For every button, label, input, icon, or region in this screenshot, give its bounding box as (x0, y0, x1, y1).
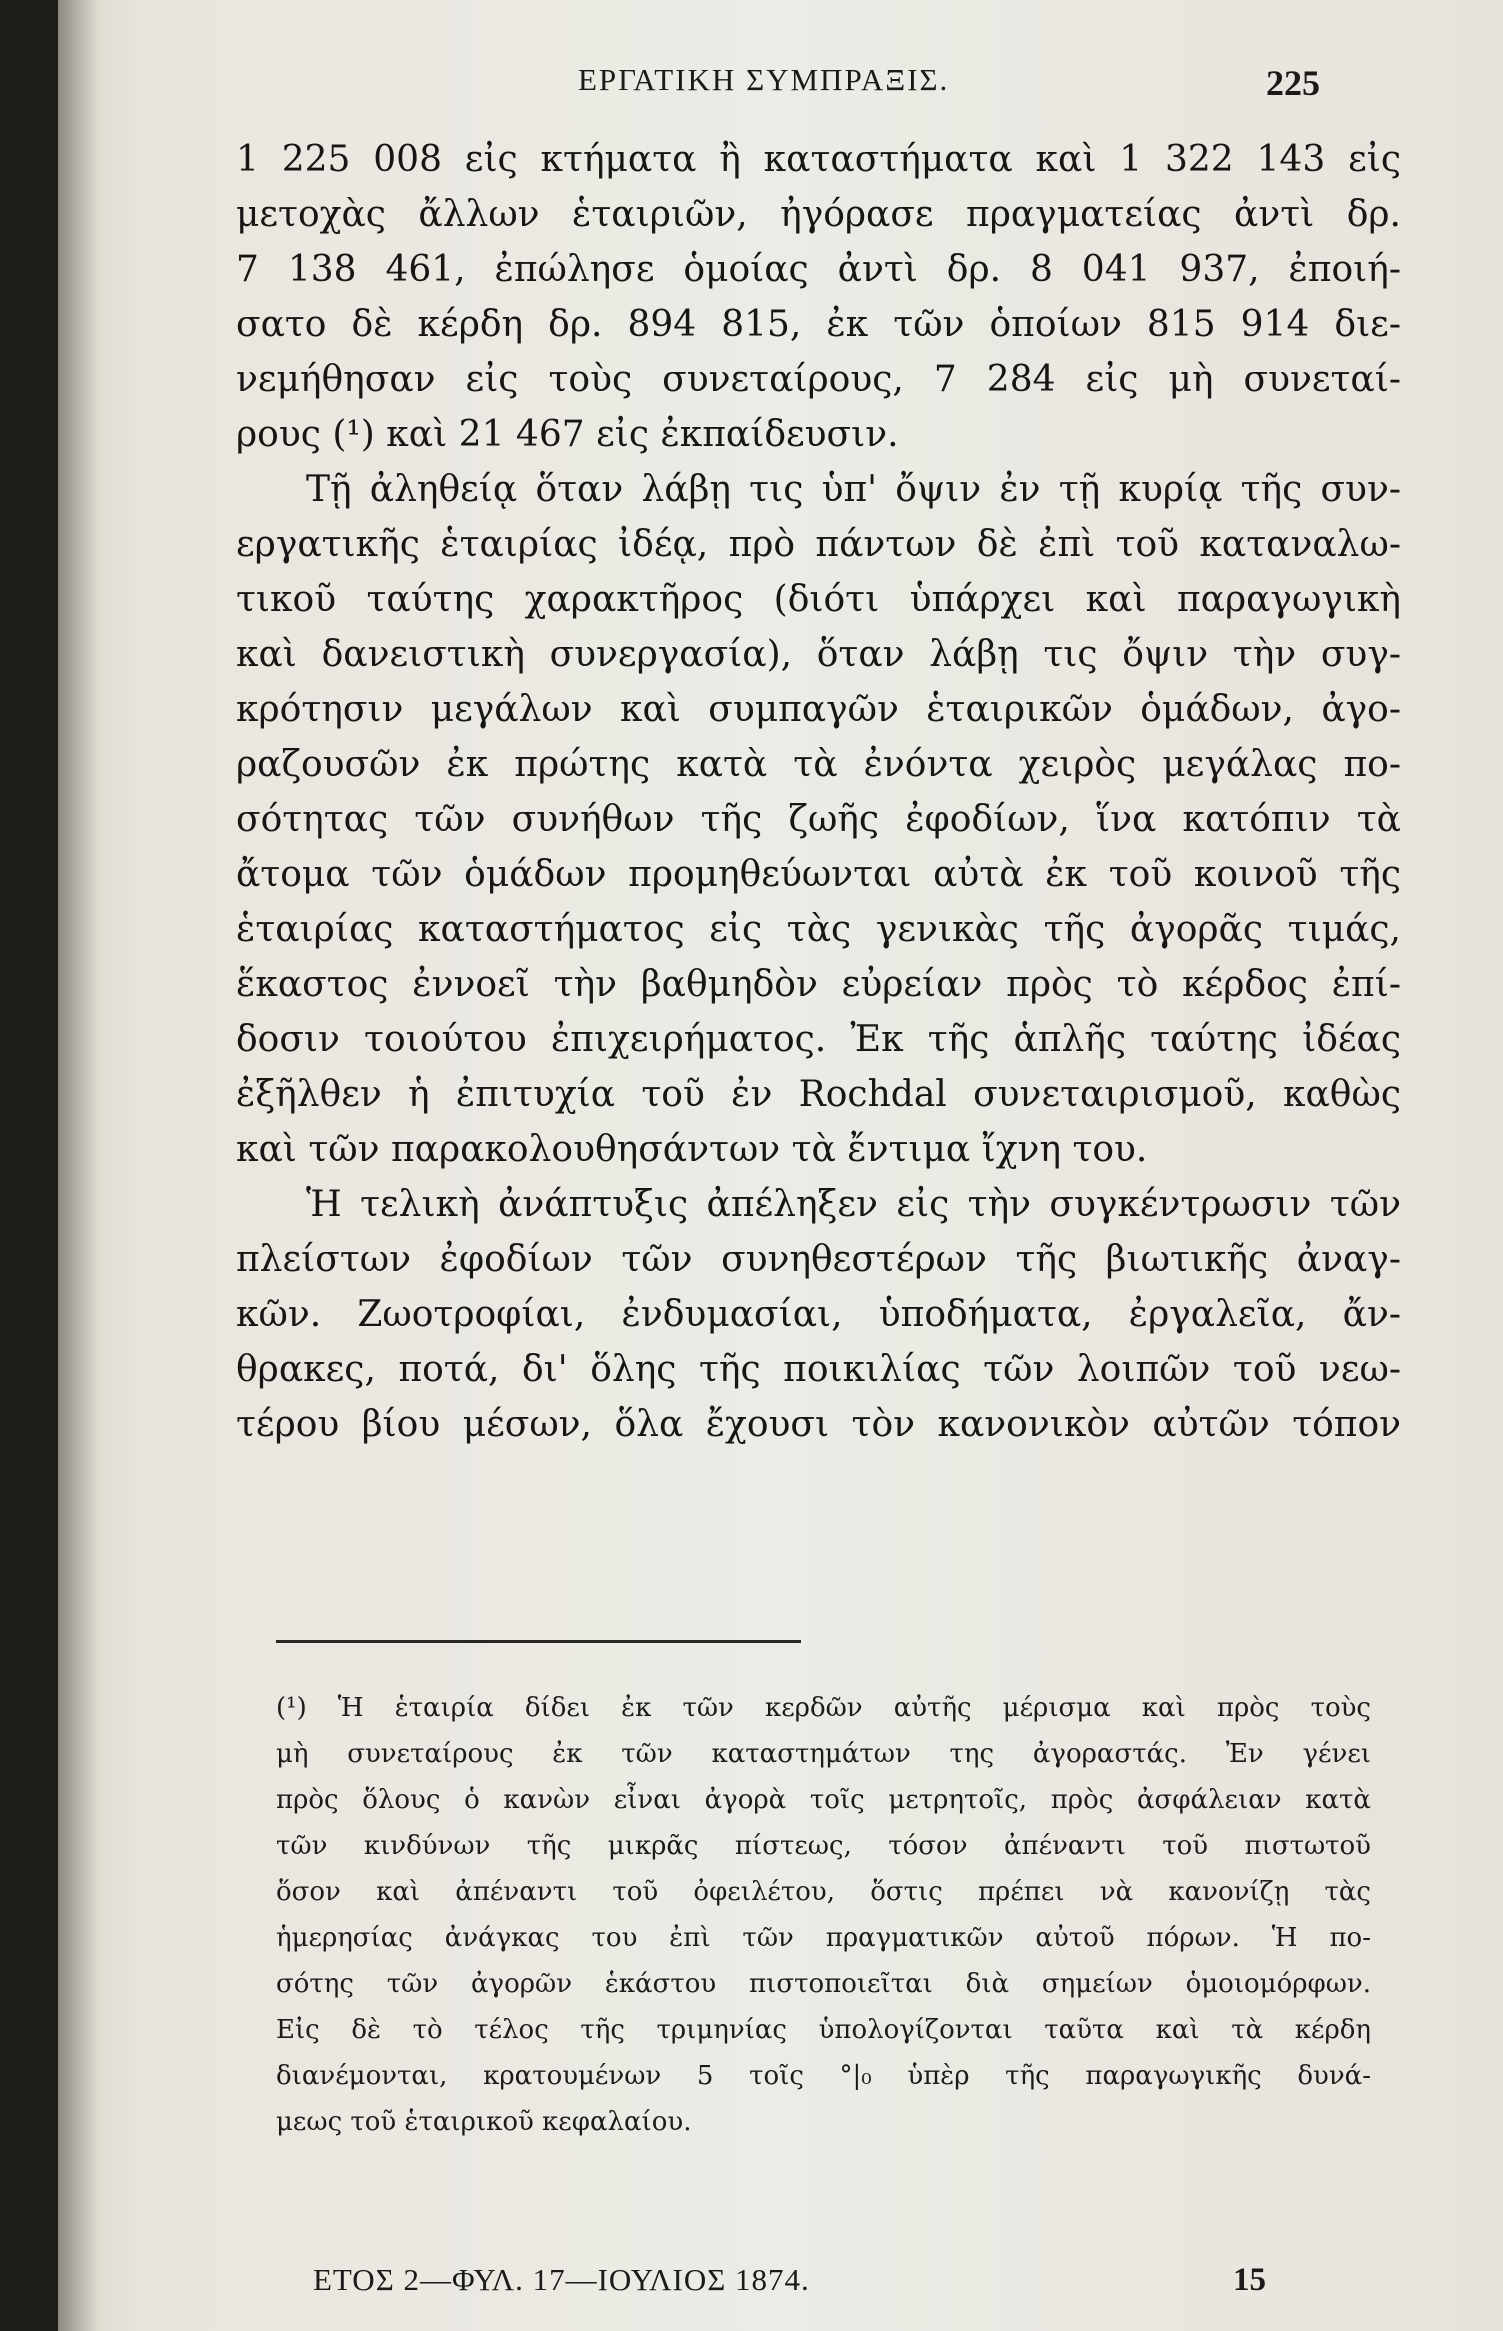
text-line: ραζουσῶν ἐκ πρώτης κατὰ τὰ ἐνόντα χειρὸς μεγάλας πο- (236, 744, 1401, 785)
issue-signature-text: ΕΤΟΣ 2—ΦΥΛ. 17—ΙΟΥΛΙΟΣ 1874. (313, 2262, 810, 2297)
text-line: ἕκαστος ἐννοεῖ τὴν βαθμηδὸν εὐρείαν πρὸς τὸ κέρδος ἐπί- (236, 964, 1401, 1005)
footnote-line: σότης τῶν ἀγορῶν ἑκάστου πιστοποιεῖται διὰ σημείων ὁμοιομόρφων. (276, 1969, 1371, 1999)
text-line: θρακες, ποτά, δι' ὅλης τῆς ποικιλίας τῶν λοιπῶν τοῦ νεω- (236, 1349, 1401, 1390)
sheet-number: 15 (1233, 2262, 1266, 2298)
text-line: ἐξῆλθεν ἡ ἐπιτυχία τοῦ ἐν Rochdal συνεταιρισμοῦ, καθὼς (236, 1074, 1401, 1115)
text-line: νεμήθησαν εἰς τοὺς συνεταίρους, 7 284 εἰς μὴ συνεταί- (236, 359, 1401, 400)
text-line: ἄτομα τῶν ὁμάδων προμηθεύωνται αὐτὰ ἐκ τοῦ κοινοῦ τῆς (236, 854, 1401, 895)
footnote-line: μεως τοῦ ἑταιρικοῦ κεφαλαίου. (276, 2107, 692, 2137)
main-text (236, 132, 1401, 1452)
text-line: δοσιν τοιούτου ἐπιχειρήματος. Ἐκ τῆς ἁπλῆς ταύτης ἰδέας (236, 1019, 1401, 1060)
footnote-line: μὴ συνεταίρους ἐκ τῶν καταστημάτων της ἀγοραστάς. Ἐν γένει (276, 1739, 1371, 1769)
footnote (276, 1685, 1371, 2145)
text-line: πλείστων ἐφοδίων τῶν συνηθεστέρων τῆς βιωτικῆς ἀναγ- (236, 1239, 1401, 1280)
book-page (58, 0, 1503, 2331)
text-line: κρότησιν μεγάλων καὶ συμπαγῶν ἑταιρικῶν ὁμάδων, ἀγο- (236, 689, 1401, 730)
footnote-line: ὅσον καὶ ἀπέναντι τοῦ ὀφειλέτου, ὅστις πρέπει νὰ κανονίζῃ τὰς (276, 1877, 1371, 1907)
printer-signature (313, 2262, 1363, 2312)
text-line: 7 138 461, ἐπώλησε ὁμοίας ἀντὶ δρ. 8 041 937, ἐποιή- (236, 249, 1401, 290)
text-line: σατο δὲ κέρδη δρ. 894 815, ἐκ τῶν ὁποίων 815 914 διε- (236, 304, 1401, 345)
footnote-line: (¹) Ἡ ἑταιρία δίδει ἐκ τῶν κερδῶν αὐτῆς μέρισμα καὶ πρὸς τοὺς (276, 1693, 1371, 1723)
text-line: 1 225 008 εἰς κτήματα ἢ καταστήματα καὶ 1 322 143 εἰς (236, 139, 1401, 180)
text-line: σότητας τῶν συνήθων τῆς ζωῆς ἐφοδίων, ἵνα κατόπιν τὰ (236, 799, 1401, 840)
text-line: ἑταιρίας καταστήματος εἰς τὰς γενικὰς τῆς ἀγορᾶς τιμάς, (236, 909, 1401, 950)
running-title: ΕΡΓΑΤΙΚΗ ΣΥΜΠΡΑΞΙΣ. (578, 62, 950, 97)
text-line: τέρου βίου μέσων, ὅλα ἔχουσι τὸν κανονικὸν αὐτῶν τόπον (236, 1404, 1401, 1445)
text-line: τικοῦ ταύτης χαρακτῆρος (διότι ὑπάρχει καὶ παραγωγικὴ (236, 579, 1401, 620)
paragraph-start-line: Τῇ ἀληθείᾳ ὅταν λάβῃ τις ὑπ' ὄψιν ἐν τῇ κυρίᾳ τῆς συν- (306, 469, 1401, 510)
footnote-line: διανέμονται, κρατουμένων 5 τοῖς °|₀ ὑπὲρ τῆς παραγωγικῆς δυνά- (276, 2061, 1371, 2091)
paragraph-start-line: Ἡ τελικὴ ἀνάπτυξις ἀπέληξεν εἰς τὴν συγκέντρωσιν τῶν (306, 1184, 1401, 1225)
page-number: 225 (1266, 63, 1320, 103)
footnote-line: πρὸς ὅλους ὁ κανὼν εἶναι ἀγορὰ τοῖς μετρητοῖς, πρὸς ἀσφάλειαν κατὰ (276, 1785, 1371, 1815)
text-line: μετοχὰς ἄλλων ἑταιριῶν, ἠγόρασε πραγματείας ἀντὶ δρ. (236, 194, 1401, 235)
page-header (58, 62, 1503, 122)
text-line: καὶ δανειστικὴ συνεργασία), ὅταν λάβῃ τις ὄψιν τὴν συγ- (236, 634, 1401, 675)
footnote-line: Εἰς δὲ τὸ τέλος τῆς τριμηνίας ὑπολογίζονται ταῦτα καὶ τὰ κέρδη (276, 2015, 1371, 2045)
text-line: εργατικῆς ἑταιρίας ἰδέᾳ, πρὸ πάντων δὲ ἐπὶ τοῦ καταναλω- (236, 524, 1401, 565)
text-line: κῶν. Ζωοτροφίαι, ἐνδυμασίαι, ὑποδήματα, ἐργαλεῖα, ἄν- (236, 1294, 1401, 1335)
text-line: ρους (¹) καὶ 21 467 εἰς ἐκπαίδευσιν. (236, 414, 899, 455)
footnote-line: ἡμερησίας ἀνάγκας του ἐπὶ τῶν πραγματικῶν αὐτοῦ πόρων. Ἡ πο- (276, 1923, 1371, 1953)
text-line: καὶ τῶν παρακολουθησάντων τὰ ἔντιμα ἴχνη του. (236, 1129, 1148, 1170)
footnote-divider (276, 1640, 801, 1643)
footnote-line: τῶν κινδύνων τῆς μικρᾶς πίστεως, τόσον ἀπέναντι τοῦ πιστωτοῦ (276, 1831, 1371, 1861)
